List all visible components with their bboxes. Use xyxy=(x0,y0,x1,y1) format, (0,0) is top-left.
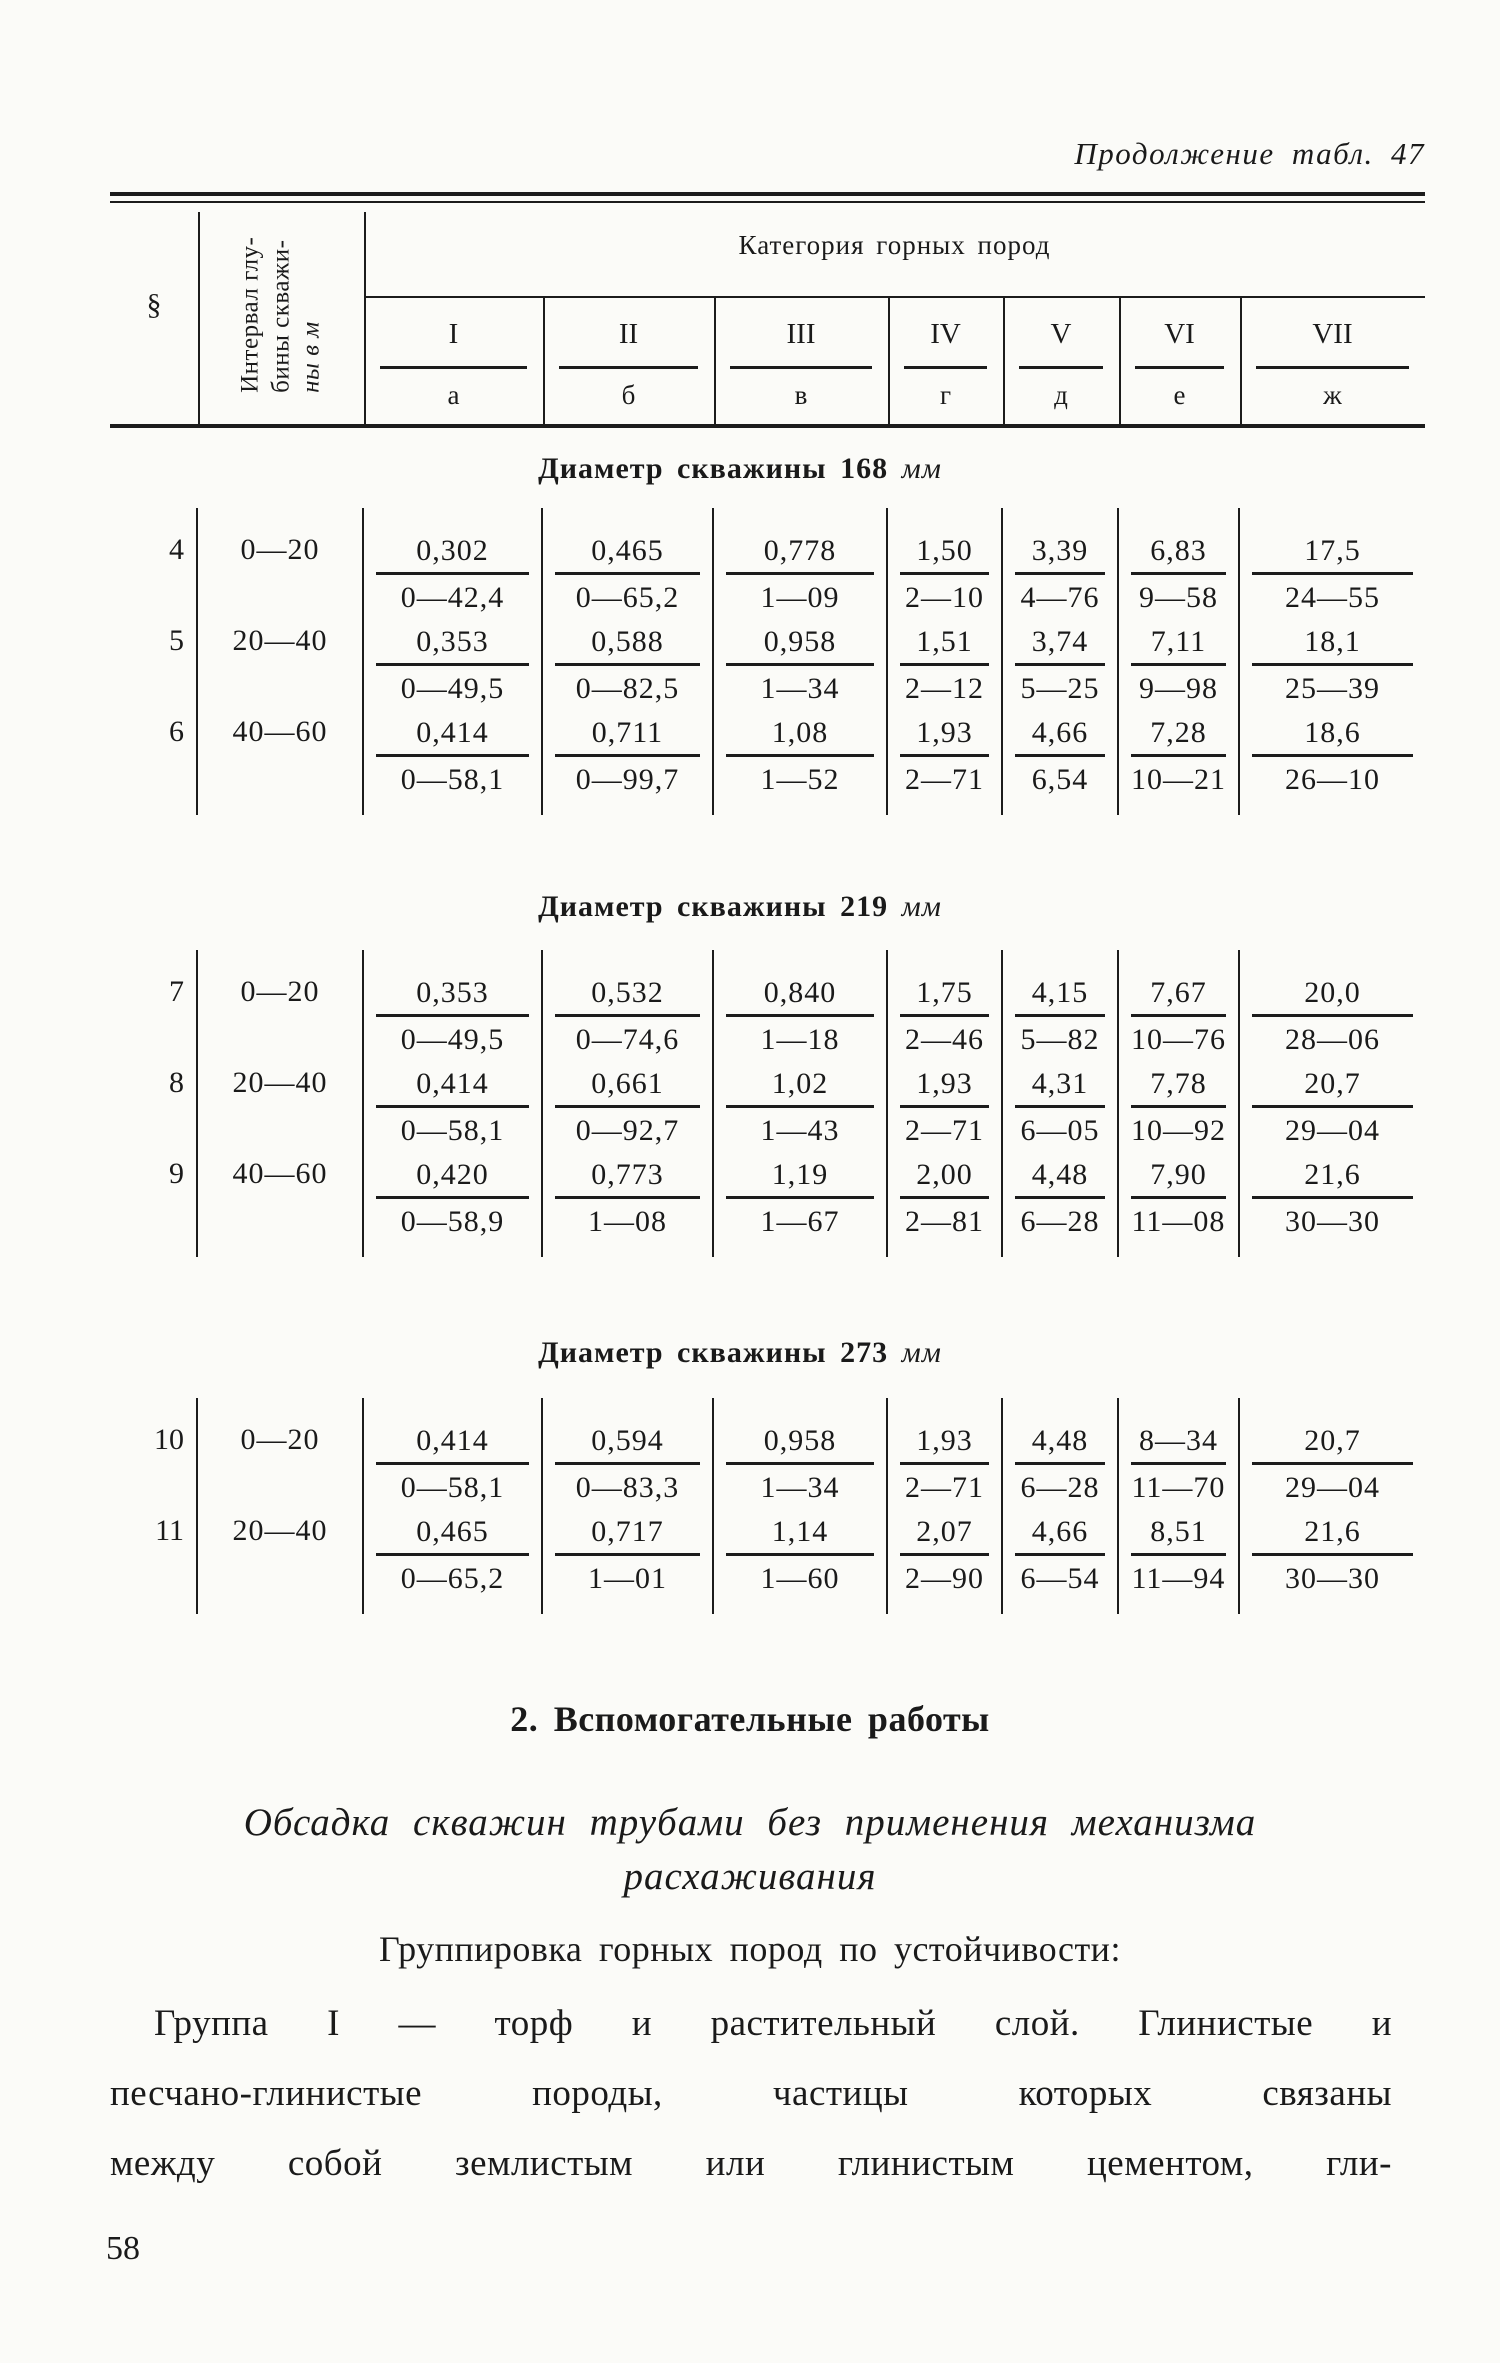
rate-cell: 0,420 0—58,9 xyxy=(364,1152,543,1257)
rate-cell: 1,08 1—52 xyxy=(714,710,888,815)
category-numeral: IV xyxy=(930,318,961,350)
table-row xyxy=(110,619,1425,710)
category-numeral: I xyxy=(448,318,459,350)
category-header: Категория горных пород xyxy=(738,230,1051,260)
subtitle-line1: Обсадка скважин трубами без применения механизма xyxy=(243,1801,1257,1844)
table-row xyxy=(110,1509,1425,1614)
paragraph-sign: § xyxy=(146,288,162,321)
rate-cell: 17,5 24—55 xyxy=(1240,508,1425,619)
category-letter: д xyxy=(1054,380,1068,410)
row-number: 5 xyxy=(110,619,198,710)
numeral-underline xyxy=(1135,366,1224,369)
category-numeral: II xyxy=(618,318,639,350)
rate-cell: 0,778 1—09 xyxy=(714,508,888,619)
category-numeral: VII xyxy=(1312,318,1353,350)
paragraph-line: между собой землистым или глинистым цементом, гли- xyxy=(110,2143,1392,2184)
subtitle-line2: расхаживания xyxy=(623,1855,877,1898)
interval-header-line2: бины скважи- xyxy=(266,239,294,394)
rate-cell: 1,93 2—71 xyxy=(888,1398,1003,1509)
table-row xyxy=(110,710,1425,815)
rate-cell: 7,67 10—76 xyxy=(1119,950,1240,1061)
section-title: Диаметр скважины 273 мм xyxy=(538,1336,942,1369)
table-row xyxy=(110,508,1425,619)
paragraph-line: Группа I — торф и растительный слой. Глинистые и xyxy=(154,2003,1392,2044)
table-row xyxy=(110,1398,1425,1509)
table-row xyxy=(110,1061,1425,1152)
section-table xyxy=(110,508,1425,815)
rate-cell: 0,588 0—82,5 xyxy=(543,619,714,710)
rate-cell: 1,50 2—10 xyxy=(888,508,1003,619)
row-number: 10 xyxy=(110,1398,198,1509)
category-numeral: VI xyxy=(1164,318,1195,350)
rate-cell: 0,532 0—74,6 xyxy=(543,950,714,1061)
category-letter: г xyxy=(939,380,952,410)
cell-bottom-value: 0—42,4 xyxy=(400,581,505,614)
category-letter: в xyxy=(794,380,808,410)
depth-interval: 20—40 xyxy=(198,1061,364,1152)
section-title: Диаметр скважины 219 мм xyxy=(538,890,942,923)
section-title: Диаметр скважины 168 мм xyxy=(538,452,942,485)
section-table xyxy=(110,950,1425,1257)
rate-cell: 4,31 6—05 xyxy=(1003,1061,1119,1152)
category-underline xyxy=(364,296,1425,298)
section-table xyxy=(110,1398,1425,1614)
depth-interval: 20—40 xyxy=(198,619,364,710)
continuation-note: Продолжение табл. 47 xyxy=(1074,136,1425,171)
rate-cell: 7,90 11—08 xyxy=(1119,1152,1240,1257)
rate-cell: 0,711 0—99,7 xyxy=(543,710,714,815)
rate-cell: 0,773 1—08 xyxy=(543,1152,714,1257)
rate-cell: 0,353 0—49,5 xyxy=(364,950,543,1061)
interval-column-header xyxy=(198,206,364,424)
rate-cell: 4,66 6,54 xyxy=(1003,710,1119,815)
category-letter: е xyxy=(1173,380,1186,410)
rate-cell: 0,840 1—18 xyxy=(714,950,888,1061)
rate-cell: 1,93 2—71 xyxy=(888,1061,1003,1152)
rate-cell: 20,0 28—06 xyxy=(1240,950,1425,1061)
depth-interval: 0—20 xyxy=(198,508,364,619)
category-letter: а xyxy=(447,380,460,410)
rate-cell: 0,414 0—58,1 xyxy=(364,1061,543,1152)
category-numeral: V xyxy=(1050,318,1072,350)
numeral-underline xyxy=(559,366,698,369)
depth-interval: 20—40 xyxy=(198,1509,364,1614)
rate-cell: 0,661 0—92,7 xyxy=(543,1061,714,1152)
category-letter: б xyxy=(621,380,636,410)
rate-cell: 2,07 2—90 xyxy=(888,1509,1003,1614)
row-number: 9 xyxy=(110,1152,198,1257)
table-row xyxy=(110,1152,1425,1257)
rate-cell: 4,15 5—82 xyxy=(1003,950,1119,1061)
rate-cell: 1,14 1—60 xyxy=(714,1509,888,1614)
rate-cell: 0,414 0—58,1 xyxy=(364,1398,543,1509)
rate-cell: 1,51 2—12 xyxy=(888,619,1003,710)
rate-cell: 1,75 2—46 xyxy=(888,950,1003,1061)
top-rule-thin xyxy=(110,201,1425,203)
depth-interval: 0—20 xyxy=(198,950,364,1061)
rate-cell: 18,1 25—39 xyxy=(1240,619,1425,710)
paragraph xyxy=(110,2002,1392,2212)
page-number: 58 xyxy=(106,2230,140,2267)
rate-cell: 1,02 1—43 xyxy=(714,1061,888,1152)
rate-cell: 0,717 1—01 xyxy=(543,1509,714,1614)
rate-cell: 0,465 0—65,2 xyxy=(543,508,714,619)
rate-cell: 4,48 6—28 xyxy=(1003,1152,1119,1257)
rate-cell xyxy=(364,508,543,619)
numeral-underline xyxy=(730,366,872,369)
row-number: 6 xyxy=(110,710,198,815)
depth-interval: 40—60 xyxy=(198,710,364,815)
rate-cell: 3,74 5—25 xyxy=(1003,619,1119,710)
row-number: 11 xyxy=(110,1509,198,1614)
rate-cell: 2,00 2—81 xyxy=(888,1152,1003,1257)
depth-interval: 0—20 xyxy=(198,1398,364,1509)
rate-cell: 1,93 2—71 xyxy=(888,710,1003,815)
interval-header-line3: ны в м xyxy=(297,321,325,394)
category-numeral: III xyxy=(786,318,816,350)
rate-cell: 20,7 29—04 xyxy=(1240,1061,1425,1152)
rate-cell: 4,48 6—28 xyxy=(1003,1398,1119,1509)
depth-interval: 40—60 xyxy=(198,1152,364,1257)
rate-cell: 0,594 0—83,3 xyxy=(543,1398,714,1509)
rate-cell: 21,6 30—30 xyxy=(1240,1509,1425,1614)
rate-cell: 0,465 0—65,2 xyxy=(364,1509,543,1614)
rate-cell: 8—34 11—70 xyxy=(1119,1398,1240,1509)
header-divider xyxy=(198,212,200,424)
grouping-intro: Группировка горных пород по устойчивости: xyxy=(379,1929,1121,1969)
rate-cell: 0,353 0—49,5 xyxy=(364,619,543,710)
numeral-underline xyxy=(904,366,987,369)
rate-cell: 8,51 11—94 xyxy=(1119,1509,1240,1614)
table-row xyxy=(110,950,1425,1061)
row-number: 4 xyxy=(110,508,198,619)
interval-header-line1: Интервал глу- xyxy=(236,236,264,394)
rate-cell: 0,414 0—58,1 xyxy=(364,710,543,815)
rate-cell: 18,6 26—10 xyxy=(1240,710,1425,815)
row-number: 8 xyxy=(110,1061,198,1152)
table-header xyxy=(110,206,1425,428)
rate-cell: 7,78 10—92 xyxy=(1119,1061,1240,1152)
top-rule-heavy xyxy=(110,192,1425,196)
header-bottom-rule xyxy=(110,424,1425,428)
rate-cell: 21,6 30—30 xyxy=(1240,1152,1425,1257)
category-letter: ж xyxy=(1323,380,1342,410)
rate-cell: 3,39 4—76 xyxy=(1003,508,1119,619)
rate-cell: 7,28 10—21 xyxy=(1119,710,1240,815)
section-heading: 2. Вспомогательные работы xyxy=(510,1699,990,1739)
paragraph-line: песчано-глинистые породы, частицы которых связаны xyxy=(110,2073,1392,2114)
rate-cell: 4,66 6—54 xyxy=(1003,1509,1119,1614)
cell-top-value: 0,302 xyxy=(376,528,529,575)
numeral-underline xyxy=(380,366,527,369)
rate-cell: 1,19 1—67 xyxy=(714,1152,888,1257)
numeral-underline xyxy=(1019,366,1103,369)
row-number: 7 xyxy=(110,950,198,1061)
rate-cell: 20,7 29—04 xyxy=(1240,1398,1425,1509)
numeral-underline xyxy=(1256,366,1409,369)
rate-cell: 7,11 9—98 xyxy=(1119,619,1240,710)
rate-cell: 0,958 1—34 xyxy=(714,1398,888,1509)
rate-cell: 0,958 1—34 xyxy=(714,619,888,710)
rate-cell: 6,83 9—58 xyxy=(1119,508,1240,619)
